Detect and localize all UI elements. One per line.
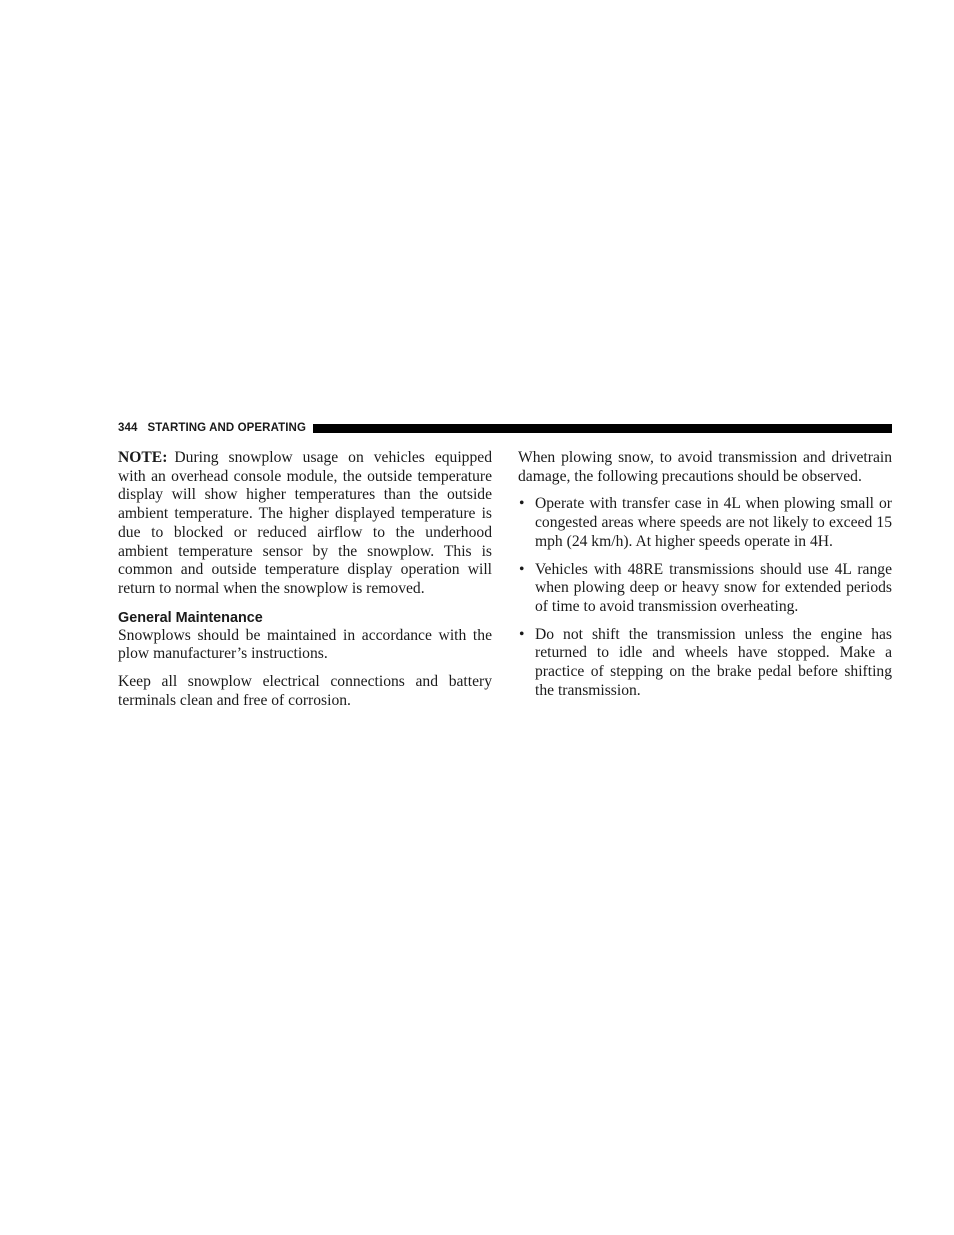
bullet-icon: • xyxy=(519,495,525,513)
precautions-list xyxy=(518,495,892,700)
bullet-icon: • xyxy=(519,560,525,578)
note-label: NOTE: xyxy=(118,449,168,466)
note-paragraph xyxy=(118,449,492,599)
page-header xyxy=(118,420,892,436)
list-item xyxy=(518,495,892,551)
maintenance-paragraph-1: Snowplows should be maintained in accordance with the plow manufacturer’s instructions. xyxy=(118,626,492,663)
maintenance-paragraph-2: Keep all snowplow electrical connections and battery terminals clean and free of corrosion. xyxy=(118,673,492,709)
note-text: During snowplow usage on vehicles equipped with an overhead console module, the outside temperature display will show higher temperatures than the outside ambient temperature. The higher displayed temperature is due to blocked or reduced airflow to the underhood ambient temperature sensor by the snowplow. This is common and outside temperature display operation will return to normal when the snowplow is removed. xyxy=(118,449,492,597)
list-item-text: Vehicles with 48RE transmissions should use 4L range when plowing deep or heavy snow for extended periods of time to avoid transmission overheating. xyxy=(535,560,892,615)
list-item-text: Do not shift the transmission unless the engine has returned to idle and wheels have stopped. Make a practice of stepping on the brake pedal before shifting the transmission. xyxy=(535,625,892,699)
section-heading: General Maintenance xyxy=(118,609,263,626)
section-title: STARTING AND OPERATING xyxy=(147,422,307,434)
list-item xyxy=(518,626,892,701)
list-item-text: Operate with transfer case in 4L when plowing small or congested areas where speeds are not likely to exceed 15 mph (24 km/h). At higher speeds operate in 4H. xyxy=(535,495,892,550)
right-column xyxy=(518,449,892,709)
bullet-icon: • xyxy=(519,625,525,643)
list-item xyxy=(518,561,892,617)
header-rule xyxy=(313,424,892,433)
precautions-intro: When plowing snow, to avoid transmission and drivetrain damage, the following precautions should be observed. xyxy=(518,449,892,485)
left-column xyxy=(118,449,492,719)
page-number: 344 xyxy=(118,422,138,434)
